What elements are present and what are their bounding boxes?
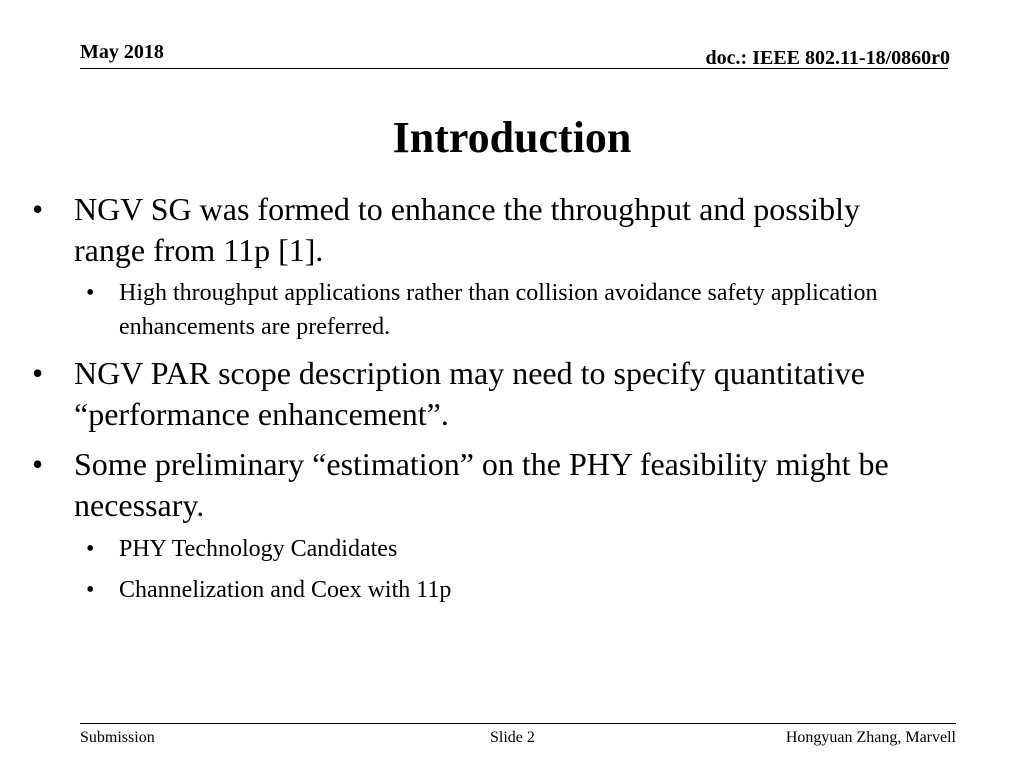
sub-bullet-item — [86, 532, 909, 566]
bullet-item — [32, 189, 934, 271]
footer-slide-number: Slide 2 — [490, 729, 535, 746]
sub-bullet-item — [86, 573, 909, 607]
header-date: May 2018 — [80, 41, 164, 63]
sub-bullet-item — [86, 276, 909, 344]
sub-bullet-marker: • — [86, 280, 95, 306]
bullet-marker: • — [32, 355, 44, 391]
bullet-text: NGV PAR scope description may need to specify quantitative “performance enhancement”. — [74, 355, 865, 432]
bullet-marker: • — [32, 446, 44, 482]
bullet-text: Some preliminary “estimation” on the PHY feasibility might be necessary. — [74, 446, 889, 523]
sub-bullet-text: High throughput applications rather than collision avoidance safety application enhancements are preferred. — [119, 280, 878, 340]
bullet-item — [32, 444, 934, 526]
footer-divider — [80, 723, 956, 724]
bullet-marker: • — [32, 191, 44, 227]
sub-bullet-text: Channelization and Coex with 11p — [119, 577, 452, 603]
footer-author: Hongyuan Zhang, Marvell — [785, 729, 956, 746]
footer-submission: Submission — [80, 729, 155, 746]
header-document-id: doc.: IEEE 802.11-18/0860r0 — [705, 47, 950, 69]
sub-bullet-marker: • — [86, 536, 95, 562]
sub-bullet-marker: • — [86, 577, 95, 603]
bullet-item — [32, 353, 934, 435]
slide-title: Introduction — [392, 113, 632, 162]
bullet-text: NGV SG was formed to enhance the throughput and possibly range from 11p [1]. — [74, 191, 860, 268]
sub-bullet-text: PHY Technology Candidates — [119, 536, 398, 562]
